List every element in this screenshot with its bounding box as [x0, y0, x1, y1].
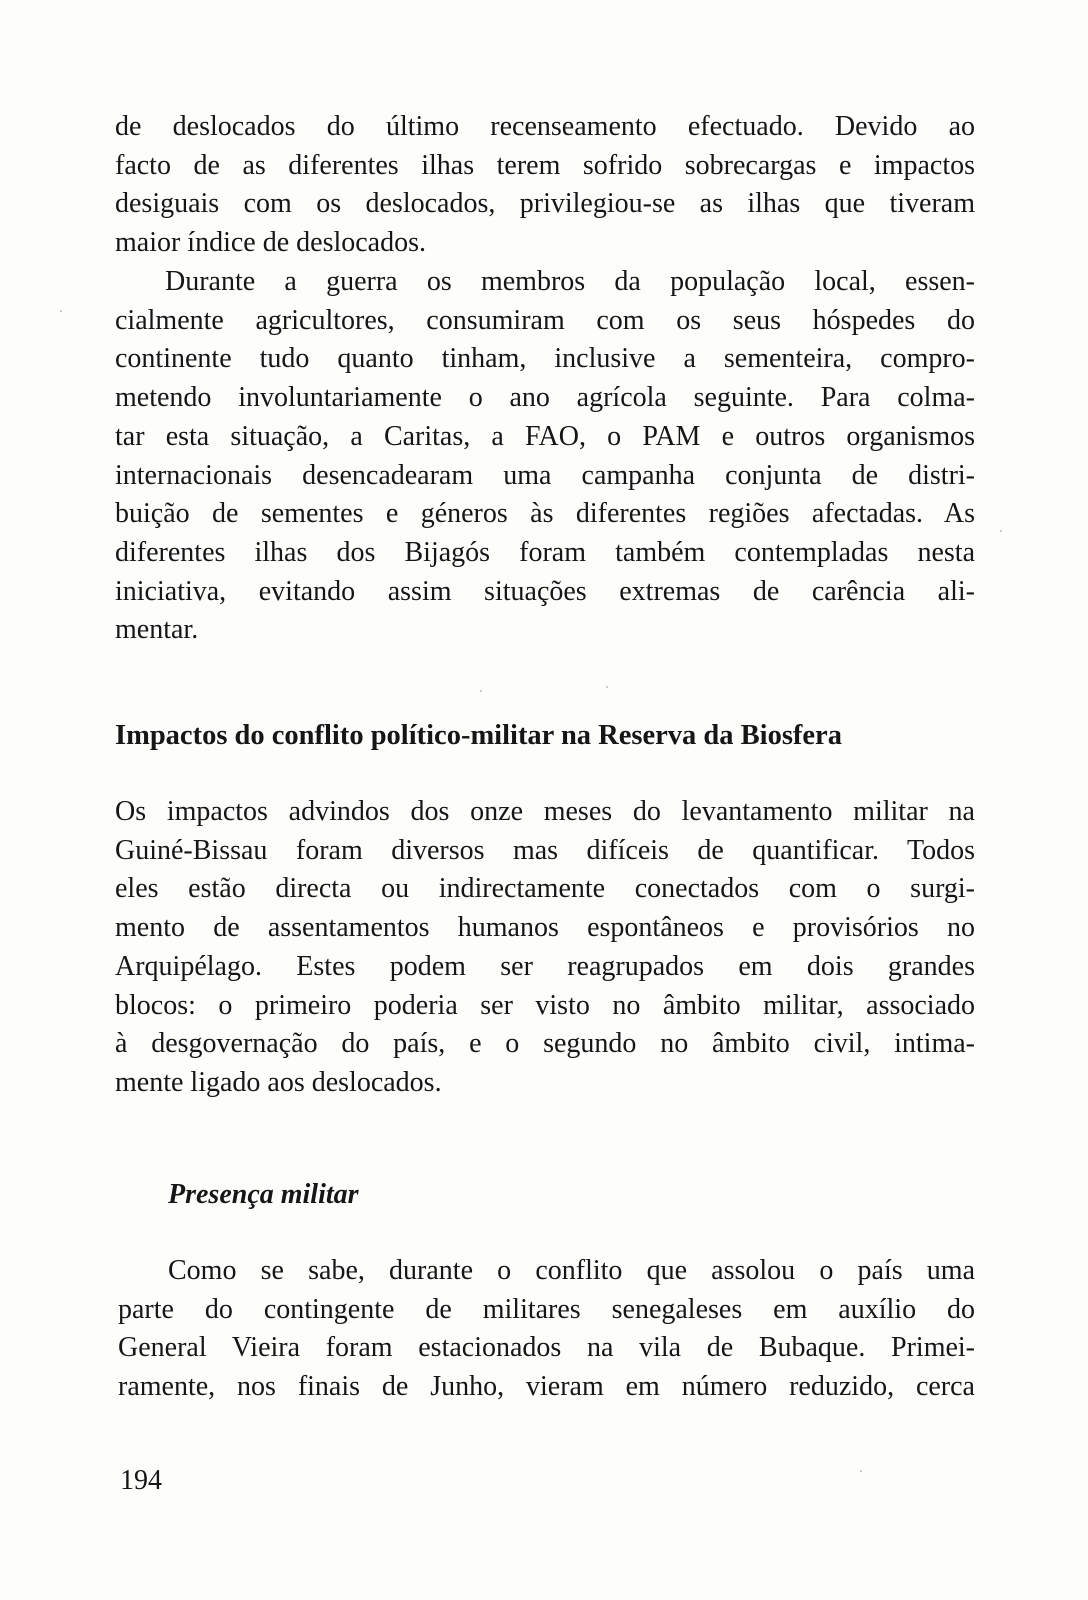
text-line: continente tudo quanto tinham, inclusive a sementeira, compro- [115, 343, 975, 375]
paragraph-war-population [115, 263, 975, 650]
text-line: blocos: o primeiro poderia ser visto no âmbito militar, associado [115, 989, 975, 1021]
section-heading: Impactos do conflito político-militar na Reserva da Biosfera [115, 720, 842, 751]
text-line: tar esta situação, a Caritas, a FAO, o PAM e outros organismos [115, 420, 975, 452]
text-line: mentar. [115, 614, 199, 646]
text-line: Durante a guerra os membros da população local, essen- [165, 266, 975, 297]
text-line: Arquipélago. Estes podem ser reagrupados em dois grandes [115, 950, 975, 982]
paragraph-military-presence [118, 1252, 975, 1407]
text-line: mento de assentamentos humanos espontâneos e provisórios no [115, 912, 975, 944]
paragraph-continuation [115, 108, 975, 263]
text-line: parte do contingente de militares senegaleses em auxílio do [118, 1293, 975, 1325]
text-line: diferentes ilhas dos Bijagós foram também contempladas nesta [115, 536, 975, 568]
paragraph-impacts [115, 793, 975, 1103]
scan-speck [860, 1470, 862, 1472]
text-line: ramente, nos finais de Junho, vieram em número reduzido, cerca [118, 1371, 975, 1403]
text-line: iniciativa, evitando assim situações extremas de carência ali- [115, 575, 975, 607]
text-line: Guiné-Bissau foram diversos mas difíceis de quantificar. Todos [115, 834, 975, 866]
text-line: à desgovernação do país, e o segundo no âmbito civil, intima- [115, 1028, 975, 1060]
text-line: internacionais desencadearam uma campanha conjunta de distri- [115, 459, 975, 491]
text-line: de deslocados do último recenseamento efectuado. Devido ao [115, 111, 975, 142]
scan-speck [60, 310, 62, 312]
text-line: mente ligado aos deslocados. [115, 1066, 442, 1098]
text-line: eles estão directa ou indirectamente conectados com o surgi- [115, 873, 975, 905]
scan-speck [1000, 530, 1002, 532]
text-line: Os impactos advindos dos onze meses do levantamento militar na [115, 796, 975, 827]
text-line: maior índice de deslocados. [115, 227, 427, 259]
scan-speck [606, 686, 608, 688]
text-line: Como se sabe, durante o conflito que assolou o país uma [168, 1255, 975, 1286]
subsection-heading: Presença militar [168, 1179, 359, 1210]
text-line: facto de as diferentes ilhas terem sofrido sobrecargas e impactos [115, 149, 975, 181]
text-line: General Vieira foram estacionados na vila de Bubaque. Primei- [118, 1332, 975, 1364]
page-number: 194 [120, 1465, 162, 1496]
text-line: cialmente agricultores, consumiram com os seus hóspedes do [115, 304, 975, 336]
scan-speck [480, 690, 482, 692]
text-line: desiguais com os deslocados, privilegiou-se as ilhas que tiveram [115, 188, 975, 220]
text-line: metendo involuntariamente o ano agrícola seguinte. Para colma- [115, 382, 975, 414]
text-line: buição de sementes e géneros às diferentes regiões afectadas. As [115, 498, 975, 530]
